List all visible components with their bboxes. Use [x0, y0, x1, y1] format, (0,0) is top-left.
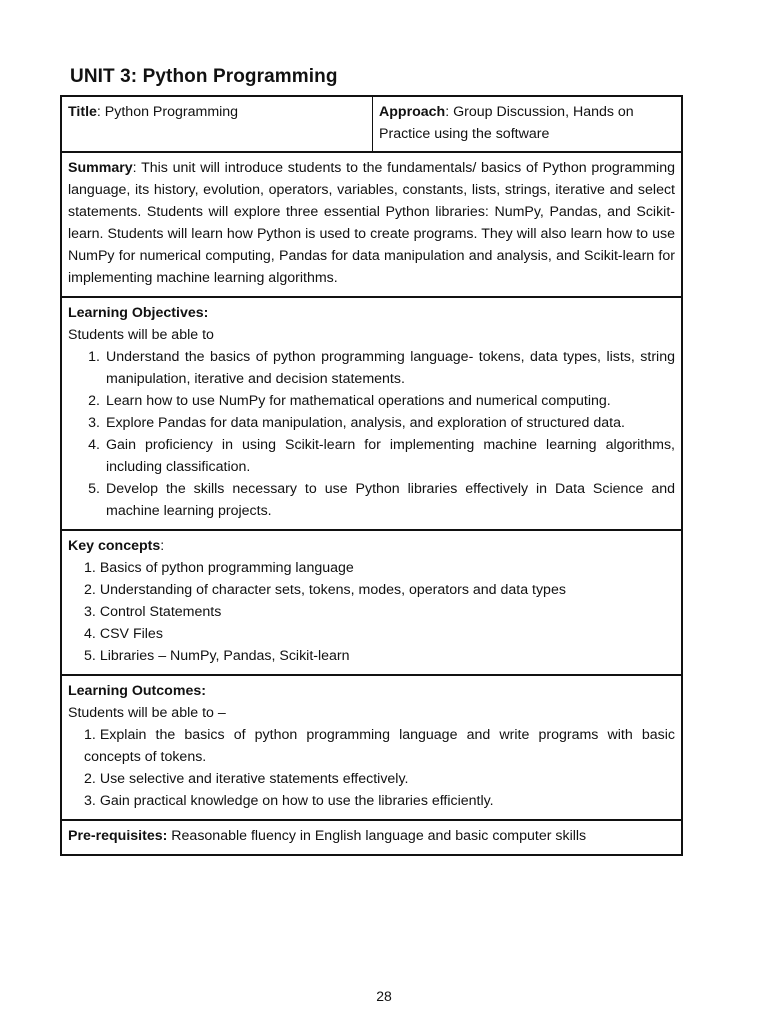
list-item — [68, 724, 675, 768]
learning-objectives-row — [62, 296, 681, 529]
summary-label: Summary — [68, 160, 133, 176]
item-text: Understanding of character sets, tokens, modes, operators and data types — [99, 582, 566, 598]
list-item — [68, 790, 675, 812]
item-number: 3. — [84, 793, 96, 809]
item-text: Gain practical knowledge on how to use the libraries efficiently. — [99, 793, 494, 809]
key-concepts-label: Key concepts — [68, 538, 161, 554]
approach-value: : Group Discussion, Hands on Practice using the software — [379, 104, 634, 142]
item-text: Basics of python programming language — [99, 560, 354, 576]
item-number: 4. — [88, 437, 100, 453]
item-text: Learn how to use NumPy for mathematical operations and numerical computing. — [106, 393, 611, 409]
list-item — [68, 346, 675, 390]
item-number: 2. — [84, 771, 96, 787]
summary-row — [62, 151, 681, 296]
item-number: 5. — [84, 648, 96, 664]
key-concepts-list — [68, 557, 675, 667]
list-item — [68, 623, 675, 645]
prerequisites-row — [62, 819, 681, 854]
item-text: Libraries – NumPy, Pandas, Scikit-learn — [99, 648, 350, 664]
learning-outcomes-intro: Students will be able to – — [68, 705, 226, 721]
page-number: 28 — [376, 988, 392, 1004]
item-text: Explore Pandas for data manipulation, analysis, and exploration of structured data. — [106, 415, 625, 431]
list-item — [68, 579, 675, 601]
summary-text: : This unit will introduce students to the fundamentals/ basics of Python programming language, its history, evolution, operators, variables, constants, lists, strings, iterative and select statements. Students will explore three essential Python libraries: NumPy, Pandas, and Scikit-learn. Students will learn how Python is used to create programs. They will also learn how to use NumPy for numerical computing, Pandas for data manipulation and analysis, and Scikit-learn for implementing machine learning algorithms. — [68, 160, 675, 286]
key-concepts-row — [62, 529, 681, 674]
list-item — [68, 478, 675, 522]
learning-objectives-list — [68, 346, 675, 522]
list-item — [68, 645, 675, 667]
learning-outcomes-list — [68, 724, 675, 812]
item-number: 1. — [88, 349, 100, 365]
learning-objectives-intro: Students will be able to — [68, 327, 214, 343]
item-number: 1. — [84, 727, 96, 743]
key-concepts-colon: : — [160, 538, 165, 554]
approach-label: Approach — [379, 104, 446, 120]
list-item — [68, 434, 675, 478]
prerequisites-text: Reasonable fluency in English language and basic computer skills — [167, 828, 587, 844]
item-number: 4. — [84, 626, 96, 642]
title-approach-row — [62, 97, 681, 151]
list-item — [68, 412, 675, 434]
list-item — [68, 390, 675, 412]
item-number: 1. — [84, 560, 96, 576]
item-text: CSV Files — [99, 626, 163, 642]
title-label: Title — [68, 104, 97, 120]
approach-cell — [373, 97, 681, 151]
item-text: Use selective and iterative statements effectively. — [99, 771, 409, 787]
learning-outcomes-row — [62, 674, 681, 819]
item-text: Gain proficiency in using Scikit-learn for implementing machine learning algorithms, including classification. — [106, 437, 675, 475]
list-item — [68, 768, 675, 790]
learning-outcomes-label: Learning Outcomes: — [68, 683, 206, 699]
unit-overview-table — [60, 95, 683, 856]
item-number: 5. — [88, 481, 100, 497]
list-item — [68, 601, 675, 623]
item-text: Understand the basics of python programming language- tokens, data types, lists, string manipulation, iterative and decision statements. — [106, 349, 675, 387]
item-text: Control Statements — [99, 604, 222, 620]
item-number: 2. — [84, 582, 96, 598]
unit-title: UNIT 3: Python Programming — [70, 66, 338, 87]
title-cell — [62, 97, 373, 151]
learning-objectives-label: Learning Objectives: — [68, 305, 209, 321]
item-text: Develop the skills necessary to use Python libraries effectively in Data Science and machine learning projects. — [106, 481, 675, 519]
title-value: : Python Programming — [96, 104, 239, 120]
item-text: Explain the basics of python programming language and write programs with basic concepts of tokens. — [84, 727, 675, 765]
prerequisites-label: Pre-requisites: — [68, 828, 168, 844]
list-item — [68, 557, 675, 579]
item-number: 3. — [84, 604, 96, 620]
item-number: 3. — [88, 415, 100, 431]
item-number: 2. — [88, 393, 100, 409]
